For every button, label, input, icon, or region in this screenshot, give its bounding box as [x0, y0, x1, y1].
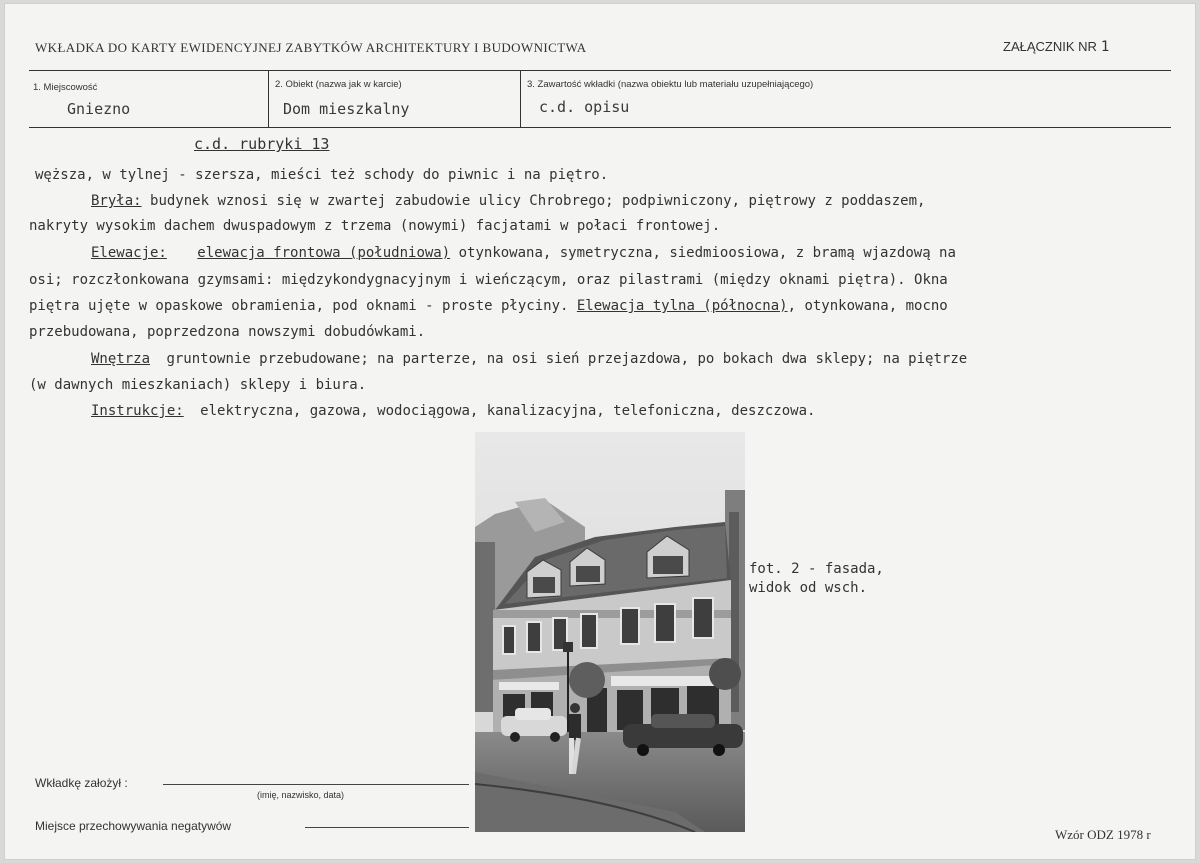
field-label-locality: 1. Miejscowość	[33, 82, 98, 93]
card-title: WKŁADKA DO KARTY EWIDENCYJNEJ ZABYTKÓW ARCHITEKTURY I BUDOWNICTWA	[35, 40, 587, 55]
body-bryla-line-2: nakryty wysokim dachem dwuspadowym z trzema (nowymi) facjatami w połaci frontowej.	[29, 218, 721, 234]
body-elewacje-line	[91, 245, 956, 261]
instrukcje-text: elektryczna, gazowa, wodociągowa, kanalizacyjna, telefoniczna, deszczowa.	[200, 403, 816, 419]
field-divider-2	[520, 70, 521, 127]
header-rule-top	[29, 70, 1171, 71]
wnetrza-label: Wnętrza	[91, 351, 151, 367]
body-elewacje-line-4: przebudowana, poprzedzona nowszymi dobudówkami.	[29, 324, 426, 340]
building-photo-illustration	[475, 432, 745, 832]
wnetrza-text: gruntownie przebudowane; na parterze, na osi sień przejazdowa, po bokach dwa sklepy; na piętrze	[166, 351, 968, 367]
elewacje-text-3a: piętra ujęte w opaskowe obramienia, pod oknami - proste płyciny.	[29, 298, 569, 314]
field-value-object: Dom mieszkalny	[283, 100, 410, 118]
field-value-locality: Gniezno	[67, 100, 131, 118]
inventory-card	[4, 3, 1196, 860]
created-by-line	[163, 784, 469, 785]
header-rule-bottom	[29, 127, 1171, 128]
annex-label	[1003, 39, 1109, 55]
annex-label-text: ZAŁĄCZNIK NR	[1003, 39, 1097, 54]
elewacje-sub-2: Elewacja tylna (północna)	[576, 298, 788, 314]
field-label-contents: 3. Zawartość wkładki (nazwa obiektu lub materiału uzupełniającego)	[527, 79, 814, 90]
bryla-text: budynek wznosi się w zwartej zabudowie ulicy Chrobrego; podpiwniczony, piętrowy z poddaszem,	[150, 193, 926, 209]
photo-caption	[749, 560, 884, 598]
field-label-object: 2. Obiekt (nazwa jak w karcie)	[275, 79, 402, 90]
field-value-contents: c.d. opisu	[539, 98, 630, 116]
elewacje-text: otynkowana, symetryczna, siedmioosiowa, z bramą wjazdową na	[458, 245, 956, 261]
elewacje-text-3b: , otynkowana, mocno	[787, 298, 948, 314]
body-wnetrza-line	[91, 351, 967, 367]
field-divider-1	[268, 70, 269, 127]
body-elewacje-line-3	[29, 298, 948, 314]
photo-caption-line-2: widok od wsch.	[749, 580, 868, 596]
negatives-location-line	[305, 827, 469, 828]
body-wnetrza-line-2: (w dawnych mieszkaniach) sklepy i biura.	[29, 377, 367, 393]
created-by-sublabel: (imię, nazwisko, data)	[257, 790, 345, 800]
elewacje-label: Elewacje:	[91, 245, 167, 261]
instrukcje-label: Instrukcje:	[91, 403, 184, 419]
negatives-location-label: Miejsce przechowywania negatywów	[35, 819, 232, 833]
bryla-label: Bryła:	[91, 193, 142, 209]
form-code: Wzór ODZ 1978 r	[1055, 827, 1151, 842]
annex-number: 1	[1100, 39, 1110, 55]
elewacje-sub: elewacja frontowa (południowa)	[197, 245, 451, 261]
photo-caption-line-1: fot. 2 - fasada,	[749, 561, 884, 577]
body-line-1: węższa, w tylnej - szersza, mieści też schody do piwnic i na piętro.	[35, 167, 609, 183]
body-elewacje-line-2: osi; rozczłonkowana gzymsami: międzykondygnacyjnym i wieńczącym, oraz pilastrami (między oknami piętra). Okna	[29, 272, 948, 288]
body-bryla-line	[91, 193, 925, 209]
created-by-label: Wkładkę założył :	[35, 776, 128, 790]
body-instrukcje-line	[91, 403, 815, 419]
section-title: c.d. rubryki 13	[194, 135, 330, 153]
building-photograph	[475, 432, 745, 832]
